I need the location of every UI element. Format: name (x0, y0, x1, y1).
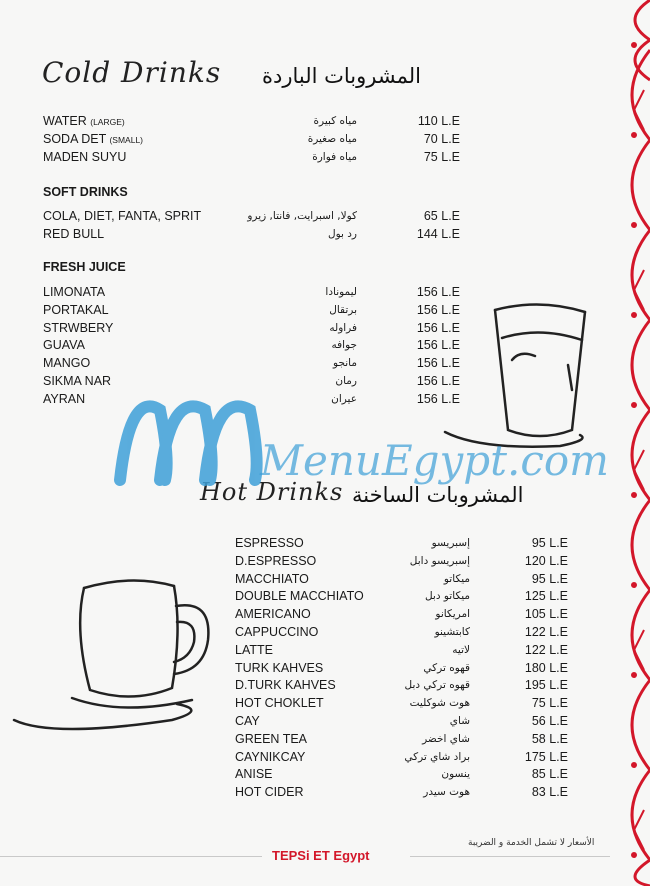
hot-item-name: CAY (235, 714, 260, 728)
hot-item-name-ar: إسبريسو (431, 537, 470, 549)
cold-item-name-ar: مياه صغيرة (307, 133, 357, 145)
cold-item-name: WATER (LARGE) (43, 114, 125, 128)
cold-item-name: SODA DET (SMALL) (43, 132, 144, 146)
watermark-text: MenuEgypt.com (260, 436, 609, 485)
hot-item-name-ar: لاتيه (452, 643, 470, 656)
hot-item-price: 75 L.E (531, 696, 568, 711)
hot-item-row (235, 571, 568, 588)
cold-title-en: Cold Drinks (42, 56, 222, 89)
hot-item-row (235, 731, 568, 748)
juice-item-row (43, 373, 460, 390)
hot-item-name-ar: ينسون (441, 768, 470, 781)
hot-item-name: ANISE (235, 767, 273, 782)
soft-item-row (43, 208, 460, 225)
juice-item-row (43, 337, 460, 354)
juice-item-name: LIMONATA (43, 285, 106, 299)
hot-item-name: AMERICANO (235, 607, 311, 622)
hot-item-price: 95 L.E (531, 536, 568, 550)
fresh-juice-heading: FRESH JUICE (43, 260, 126, 274)
hot-item-price: 56 L.E (531, 714, 568, 728)
cold-item-name-ar: مياه كبيرة (313, 115, 357, 127)
hot-item-price: 125 L.E (524, 589, 568, 604)
hot-item-row (235, 749, 568, 766)
juice-item-price: 156 L.E (416, 391, 460, 406)
juice-item-name: SIKMA NAR (43, 374, 112, 388)
footer-divider-left (0, 856, 262, 857)
soft-item-price: 144 L.E (416, 227, 460, 241)
hot-item-row (235, 553, 568, 570)
hot-item-name-ar: هوت شوكليت (409, 697, 470, 710)
juice-item-price: 156 L.E (416, 320, 460, 335)
hot-item-row (235, 677, 568, 694)
hot-title-ar: المشروبات الساخنة (352, 483, 524, 507)
hot-item-row (235, 766, 568, 783)
glass-illustration (440, 290, 590, 455)
hot-title-en: Hot Drinks (200, 478, 344, 506)
hot-item-row (235, 588, 568, 605)
hot-item-price: 85 L.E (531, 767, 568, 782)
hot-item-name: CAPPUCCINO (235, 625, 319, 639)
hot-item-price: 122 L.E (524, 642, 568, 657)
soft-item-name-ar: كولا, اسبرايت, فانتا, زيرو (247, 210, 357, 222)
hot-item-name: D.TURK KAHVES (235, 678, 336, 693)
soft-item-row (43, 226, 460, 243)
hot-item-price: 180 L.E (524, 660, 568, 675)
juice-item-row (43, 284, 460, 301)
hot-item-price: 122 L.E (524, 625, 568, 639)
decorative-border (610, 0, 650, 886)
cold-item-row (43, 131, 460, 148)
hot-item-row (235, 784, 568, 801)
hot-item-row (235, 624, 568, 641)
hot-item-price: 58 L.E (531, 731, 568, 746)
cold-item-price: 70 L.E (423, 132, 460, 146)
cup-illustration (12, 570, 217, 735)
hot-item-price: 95 L.E (531, 571, 568, 586)
hot-item-name-ar: ميكاتو دبل (424, 590, 470, 603)
hot-item-price: 195 L.E (524, 678, 568, 693)
footer-brand: TEPSi ET Egypt (272, 848, 370, 863)
hot-item-price: 105 L.E (524, 607, 568, 622)
hot-item-name: MACCHIATO (235, 571, 309, 586)
juice-item-name-ar: رمان (335, 375, 357, 387)
soft-item-price: 65 L.E (423, 209, 460, 223)
cold-item-name-ar: مياه فوارة (312, 151, 357, 163)
hot-item-name-ar: هوت سيدر (423, 786, 470, 799)
hot-item-name-ar: ميكاتو (443, 572, 470, 585)
juice-item-name-ar: برتقال (329, 303, 357, 316)
soft-item-name: RED BULL (43, 227, 105, 241)
juice-item-row (43, 391, 460, 408)
hot-item-name: CAYNIKCAY (235, 749, 306, 764)
cold-item-price: 110 L.E (417, 114, 460, 128)
hot-item-name: D.ESPRESSO (235, 553, 317, 568)
juice-item-name: STRWBERY (43, 320, 114, 335)
cold-item-row (43, 113, 460, 130)
hot-item-row (235, 535, 568, 552)
juice-item-name-ar: فراوله (329, 321, 357, 334)
hot-item-name: HOT CIDER (235, 785, 304, 800)
hot-item-name-ar: كابتشينو (434, 626, 470, 638)
juice-item-name-ar: مانجو (333, 357, 357, 370)
juice-item-price: 156 L.E (416, 356, 460, 371)
footer-divider-right (410, 856, 610, 857)
hot-item-name-ar: براد شاي تركي (404, 750, 470, 763)
hot-item-name-ar: قهوه تركي (423, 661, 470, 674)
hot-item-name-ar: إسبريسو دابل (409, 554, 470, 567)
hot-item-row (235, 606, 568, 623)
hot-item-row (235, 695, 568, 712)
soft-item-name: COLA, DIET, FANTA, SPRIT (43, 209, 202, 223)
juice-item-name-ar: جوافه (331, 339, 357, 352)
hot-item-name: TURK KAHVES (235, 660, 324, 675)
juice-item-name-ar: عيران (331, 392, 357, 405)
hot-item-price: 175 L.E (524, 749, 568, 764)
juice-item-name: AYRAN (43, 391, 86, 406)
juice-item-price: 156 L.E (416, 302, 460, 317)
cold-item-name: MADEN SUYU (43, 150, 127, 164)
juice-item-name: PORTAKAL (43, 302, 109, 317)
juice-item-row (43, 355, 460, 372)
hot-item-name: LATTE (235, 642, 273, 657)
hot-item-price: 83 L.E (531, 785, 568, 800)
soft-drinks-heading: SOFT DRINKS (43, 185, 128, 199)
cold-item-size-note: (LARGE) (90, 117, 125, 127)
juice-item-row (43, 302, 460, 319)
hot-item-price: 120 L.E (524, 553, 568, 568)
hot-item-name-ar: قهوه تركي دبل (404, 679, 470, 692)
cold-title-ar: المشروبات الباردة (262, 64, 421, 88)
hot-item-name-ar: شاي (449, 715, 470, 727)
juice-item-name: GUAVA (43, 338, 85, 353)
juice-item-row (43, 320, 460, 337)
hot-item-name-ar: امريكانو (435, 608, 470, 621)
cold-item-row (43, 149, 460, 166)
juice-item-price: 156 L.E (416, 338, 460, 353)
hot-item-row (235, 660, 568, 677)
cold-item-size-note: (SMALL) (109, 135, 144, 145)
soft-item-name-ar: رد بول (327, 228, 357, 240)
hot-item-row (235, 642, 568, 659)
cold-item-price: 75 L.E (423, 150, 460, 164)
juice-item-name-ar: ليمونادا (325, 286, 357, 298)
juice-item-price: 156 L.E (416, 285, 460, 299)
hot-item-name: HOT CHOKLET (235, 696, 324, 711)
hot-item-name-ar: شاي اخضر (422, 732, 470, 745)
juice-item-name: MANGO (43, 356, 91, 371)
hot-item-name: DOUBLE MACCHIATO (235, 589, 364, 604)
footer-note: الأسعار لا تشمل الخدمة و الضريبة (468, 838, 595, 848)
hot-item-name: ESPRESSO (235, 536, 304, 550)
hot-item-name: GREEN TEA (235, 731, 308, 746)
hot-item-row (235, 713, 568, 730)
juice-item-price: 156 L.E (416, 374, 460, 388)
